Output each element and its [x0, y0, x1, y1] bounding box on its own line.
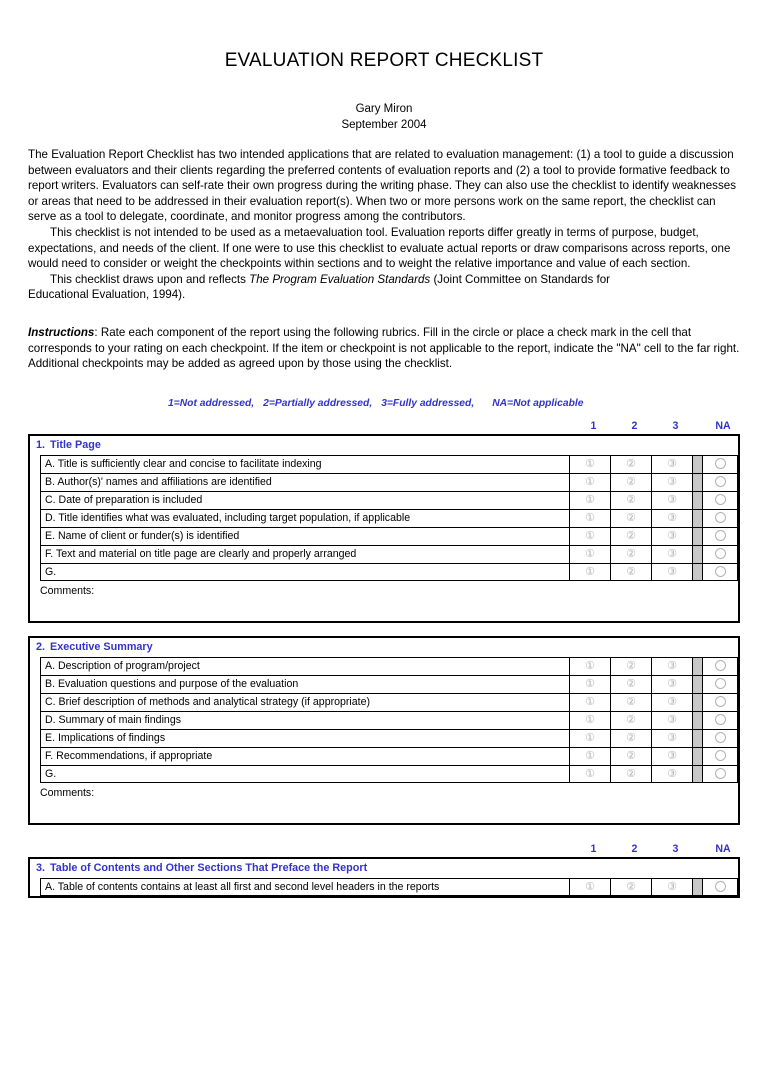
- section-3-rows: [30, 878, 738, 896]
- rating-cell-2[interactable]: ②: [611, 712, 652, 729]
- divider-cell: [693, 510, 703, 527]
- instructions-text: Rate each component of the report using the following rubrics. Fill in the circle or place a check mark in the cell that corresponds to your rating on each checkpoint. If the item or checkpoint is not applicable to the report, indicate the "NA" cell to the far right. Additional checkpoints may be added as agreed upon by those using the checklist.: [28, 325, 740, 371]
- rating-cell-1[interactable]: ①: [570, 730, 611, 747]
- author-name: Gary Miron: [355, 103, 413, 115]
- section-2-title: Executive Summary: [50, 640, 153, 653]
- checkpoint-label: G.: [41, 564, 570, 580]
- checkpoint-label: D. Summary of main findings: [41, 712, 570, 729]
- paragraph-3-continuation: Educational Evaluation, 1994).: [28, 288, 186, 302]
- rating-cell-3[interactable]: ③: [652, 712, 693, 729]
- divider-cell: [693, 730, 703, 747]
- circle-icon: [715, 881, 726, 892]
- table-row[interactable]: [40, 455, 738, 473]
- rating-cell-2[interactable]: ②: [611, 492, 652, 509]
- table-row[interactable]: [40, 693, 738, 711]
- rating-cell-3[interactable]: ③: [652, 676, 693, 693]
- circle-icon: [715, 732, 726, 743]
- column-header-na: NA: [715, 419, 731, 432]
- table-row[interactable]: [40, 747, 738, 765]
- divider-cell: [693, 456, 703, 473]
- section-1-rows: [30, 455, 738, 581]
- divider-cell: [693, 546, 703, 563]
- standards-after: (Joint Committee on Standards for: [430, 272, 611, 286]
- paragraph-1: The Evaluation Report Checklist has two intended applications that are related to evaluation management: (1) a tool to guide a discussion between evaluators and their clients regarding the preferred contents of evaluation reports and (2) a tool to provide formative feedback to report writers. Evaluators can self-rate their own progress during the writing phase. They can also use the checklist to identify weaknesses or areas that need to be addressed in their evaluation report(s). When two or more persons work on the same report, the checklist can serve as a tool to delegate, coordinate, and monitor progress among the contributors.: [28, 148, 736, 224]
- section-2-number: 2.: [36, 640, 46, 653]
- instructions-label: Instructions: [28, 325, 95, 339]
- rating-cell-na[interactable]: [703, 456, 737, 473]
- rating-cell-3[interactable]: ③: [652, 730, 693, 747]
- checkpoint-label: F. Text and material on title page are clearly and properly arranged: [41, 546, 570, 563]
- section-3-header: [30, 859, 738, 878]
- rating-cell-na[interactable]: [703, 748, 737, 765]
- section-1-header: [30, 436, 738, 455]
- checkpoint-label: G.: [41, 766, 570, 782]
- rating-cell-3[interactable]: ③: [652, 658, 693, 675]
- rating-cell-na[interactable]: [703, 474, 737, 491]
- rating-cell-1[interactable]: ①: [570, 694, 611, 711]
- checkpoint-label: B. Author(s)' names and affiliations are identified: [41, 474, 570, 491]
- checklist-section-1: [28, 434, 740, 623]
- rating-cell-3[interactable]: ③: [652, 492, 693, 509]
- table-row[interactable]: [40, 509, 738, 527]
- table-row[interactable]: [40, 765, 738, 783]
- circle-icon: [715, 476, 726, 487]
- divider-cell: [693, 474, 703, 491]
- rating-cell-3[interactable]: ③: [652, 546, 693, 563]
- rating-cell-1[interactable]: ①: [570, 879, 611, 895]
- rating-cell-3[interactable]: ③: [652, 766, 693, 782]
- table-row[interactable]: [40, 878, 738, 896]
- circle-icon: [715, 566, 726, 577]
- divider-cell: [693, 492, 703, 509]
- rating-cell-na[interactable]: [703, 510, 737, 527]
- column-header-1: 1: [590, 419, 597, 432]
- rating-cell-2[interactable]: ②: [611, 564, 652, 580]
- section-2-rows: [30, 657, 738, 783]
- legend-item-2: 2=Partially addressed,: [263, 397, 373, 409]
- rating-cell-3[interactable]: ③: [652, 564, 693, 580]
- rating-cell-1[interactable]: ①: [570, 492, 611, 509]
- circle-icon: [715, 660, 726, 671]
- checkpoint-label: E. Name of client or funder(s) is identified: [41, 528, 570, 545]
- byline: [28, 102, 740, 133]
- instructions-separator: :: [94, 325, 98, 339]
- circle-icon: [715, 768, 726, 779]
- checkpoint-label: B. Evaluation questions and purpose of the evaluation: [41, 676, 570, 693]
- rating-cell-na[interactable]: [703, 766, 737, 782]
- table-row[interactable]: [40, 711, 738, 729]
- checklist-section-3: [28, 857, 740, 898]
- rating-column-headers-repeat: [28, 841, 740, 855]
- rating-cell-3[interactable]: ③: [652, 528, 693, 545]
- rating-cell-1[interactable]: ①: [570, 676, 611, 693]
- publication-date: September 2004: [341, 118, 427, 131]
- paragraph-3-standards: [28, 272, 740, 288]
- divider-cell: [693, 694, 703, 711]
- column-header-3: 3: [672, 842, 679, 855]
- paragraph-2: This checklist is not intended to be used as a metaevaluation tool. Evaluation reports differ greatly in terms of purpose, budget, expectations, and needs of the client. If one were to use this checklist to evaluate actual reports or draw comparisons across reports, one would need to consider or weight the checkpoints within sections and to weight the relative importance and value of each section.: [28, 225, 731, 271]
- checkpoint-label: A. Table of contents contains at least all first and second level headers in the reports: [41, 879, 570, 895]
- rating-cell-1[interactable]: ①: [570, 564, 611, 580]
- checklist-section-2: [28, 636, 740, 825]
- rating-cell-1[interactable]: ①: [570, 766, 611, 782]
- column-header-na: NA: [715, 842, 731, 855]
- table-row[interactable]: [40, 563, 738, 581]
- rating-cell-na[interactable]: [703, 676, 737, 693]
- rating-legend: [28, 398, 740, 409]
- table-row[interactable]: [40, 473, 738, 491]
- rating-cell-na[interactable]: [703, 492, 737, 509]
- rating-cell-1[interactable]: ①: [570, 546, 611, 563]
- table-row[interactable]: [40, 657, 738, 675]
- section-1-title: Title Page: [50, 438, 101, 451]
- table-row[interactable]: [40, 527, 738, 545]
- rating-cell-2[interactable]: ②: [611, 694, 652, 711]
- legend-item-na: NA=Not applicable: [492, 397, 584, 409]
- rating-cell-2[interactable]: ②: [611, 474, 652, 491]
- section-2-header: [30, 638, 738, 657]
- intro-paragraphs: [28, 147, 740, 303]
- rating-column-headers: [28, 418, 740, 432]
- rating-cell-2[interactable]: ②: [611, 528, 652, 545]
- standards-title: The Program Evaluation Standards: [249, 272, 431, 286]
- circle-icon: [715, 458, 726, 469]
- rating-cell-na[interactable]: [703, 658, 737, 675]
- checkpoint-label: C. Date of preparation is included: [41, 492, 570, 509]
- column-header-3: 3: [672, 419, 679, 432]
- rating-cell-3[interactable]: ③: [652, 694, 693, 711]
- checkpoint-label: E. Implications of findings: [41, 730, 570, 747]
- table-row[interactable]: [40, 545, 738, 563]
- rating-cell-1[interactable]: ①: [570, 748, 611, 765]
- rating-cell-2[interactable]: ②: [611, 658, 652, 675]
- circle-icon: [715, 548, 726, 559]
- rating-cell-2[interactable]: ②: [611, 676, 652, 693]
- rating-cell-2[interactable]: ②: [611, 456, 652, 473]
- rating-cell-2[interactable]: ②: [611, 730, 652, 747]
- rating-cell-1[interactable]: ①: [570, 658, 611, 675]
- checkpoint-label: A. Description of program/project: [41, 658, 570, 675]
- column-header-1: 1: [590, 842, 597, 855]
- column-header-2: 2: [631, 842, 638, 855]
- legend-item-1: 1=Not addressed,: [168, 397, 255, 409]
- checkpoint-label: D. Title identifies what was evaluated, including target population, if applicable: [41, 510, 570, 527]
- instructions-paragraph: [28, 325, 740, 372]
- section-1-number: 1.: [36, 438, 46, 451]
- legend-item-3: 3=Fully addressed,: [381, 397, 475, 409]
- circle-icon: [715, 750, 726, 761]
- divider-cell: [693, 766, 703, 782]
- checkpoint-label: F. Recommendations, if appropriate: [41, 748, 570, 765]
- rating-cell-1[interactable]: ①: [570, 528, 611, 545]
- rating-cell-na[interactable]: [703, 564, 737, 580]
- rating-cell-2[interactable]: ②: [611, 510, 652, 527]
- rating-cell-na[interactable]: [703, 712, 737, 729]
- divider-cell: [693, 879, 703, 895]
- rating-cell-na[interactable]: [703, 528, 737, 545]
- page-title: EVALUATION REPORT CHECKLIST: [224, 50, 544, 71]
- divider-cell: [693, 676, 703, 693]
- rating-cell-1[interactable]: ①: [570, 456, 611, 473]
- circle-icon: [715, 530, 726, 541]
- checkpoint-label: A. Title is sufficiently clear and concise to facilitate indexing: [41, 456, 570, 473]
- rating-cell-3[interactable]: ③: [652, 510, 693, 527]
- circle-icon: [715, 512, 726, 523]
- comments-field[interactable]: Comments:: [40, 584, 95, 597]
- section-3-number: 3.: [36, 861, 46, 874]
- divider-cell: [693, 658, 703, 675]
- circle-icon: [715, 714, 726, 725]
- rating-cell-2[interactable]: ②: [611, 748, 652, 765]
- rating-cell-1[interactable]: ①: [570, 474, 611, 491]
- standards-before: This checklist draws upon and reflects: [50, 272, 250, 286]
- rating-cell-1[interactable]: ①: [570, 510, 611, 527]
- divider-cell: [693, 528, 703, 545]
- rating-cell-na[interactable]: [703, 694, 737, 711]
- column-header-2: 2: [631, 419, 638, 432]
- rating-cell-na[interactable]: [703, 546, 737, 563]
- rating-cell-3[interactable]: ③: [652, 748, 693, 765]
- divider-cell: [693, 712, 703, 729]
- rating-cell-na[interactable]: [703, 730, 737, 747]
- circle-icon: [715, 494, 726, 505]
- rating-cell-2[interactable]: ②: [611, 546, 652, 563]
- rating-cell-3[interactable]: ③: [652, 879, 693, 895]
- circle-icon: [715, 696, 726, 707]
- table-row[interactable]: [40, 729, 738, 747]
- rating-cell-na[interactable]: [703, 879, 737, 895]
- comments-field[interactable]: Comments:: [40, 786, 95, 799]
- section-3-title: Table of Contents and Other Sections That Preface the Report: [50, 861, 368, 874]
- divider-cell: [693, 564, 703, 580]
- table-row[interactable]: [40, 491, 738, 509]
- rating-cell-3[interactable]: ③: [652, 456, 693, 473]
- divider-cell: [693, 748, 703, 765]
- rating-cell-1[interactable]: ①: [570, 712, 611, 729]
- checkpoint-label: C. Brief description of methods and analytical strategy (if appropriate): [41, 694, 570, 711]
- table-row[interactable]: [40, 675, 738, 693]
- rating-cell-2[interactable]: ②: [611, 766, 652, 782]
- rating-cell-3[interactable]: ③: [652, 474, 693, 491]
- circle-icon: [715, 678, 726, 689]
- rating-cell-2[interactable]: ②: [611, 879, 652, 895]
